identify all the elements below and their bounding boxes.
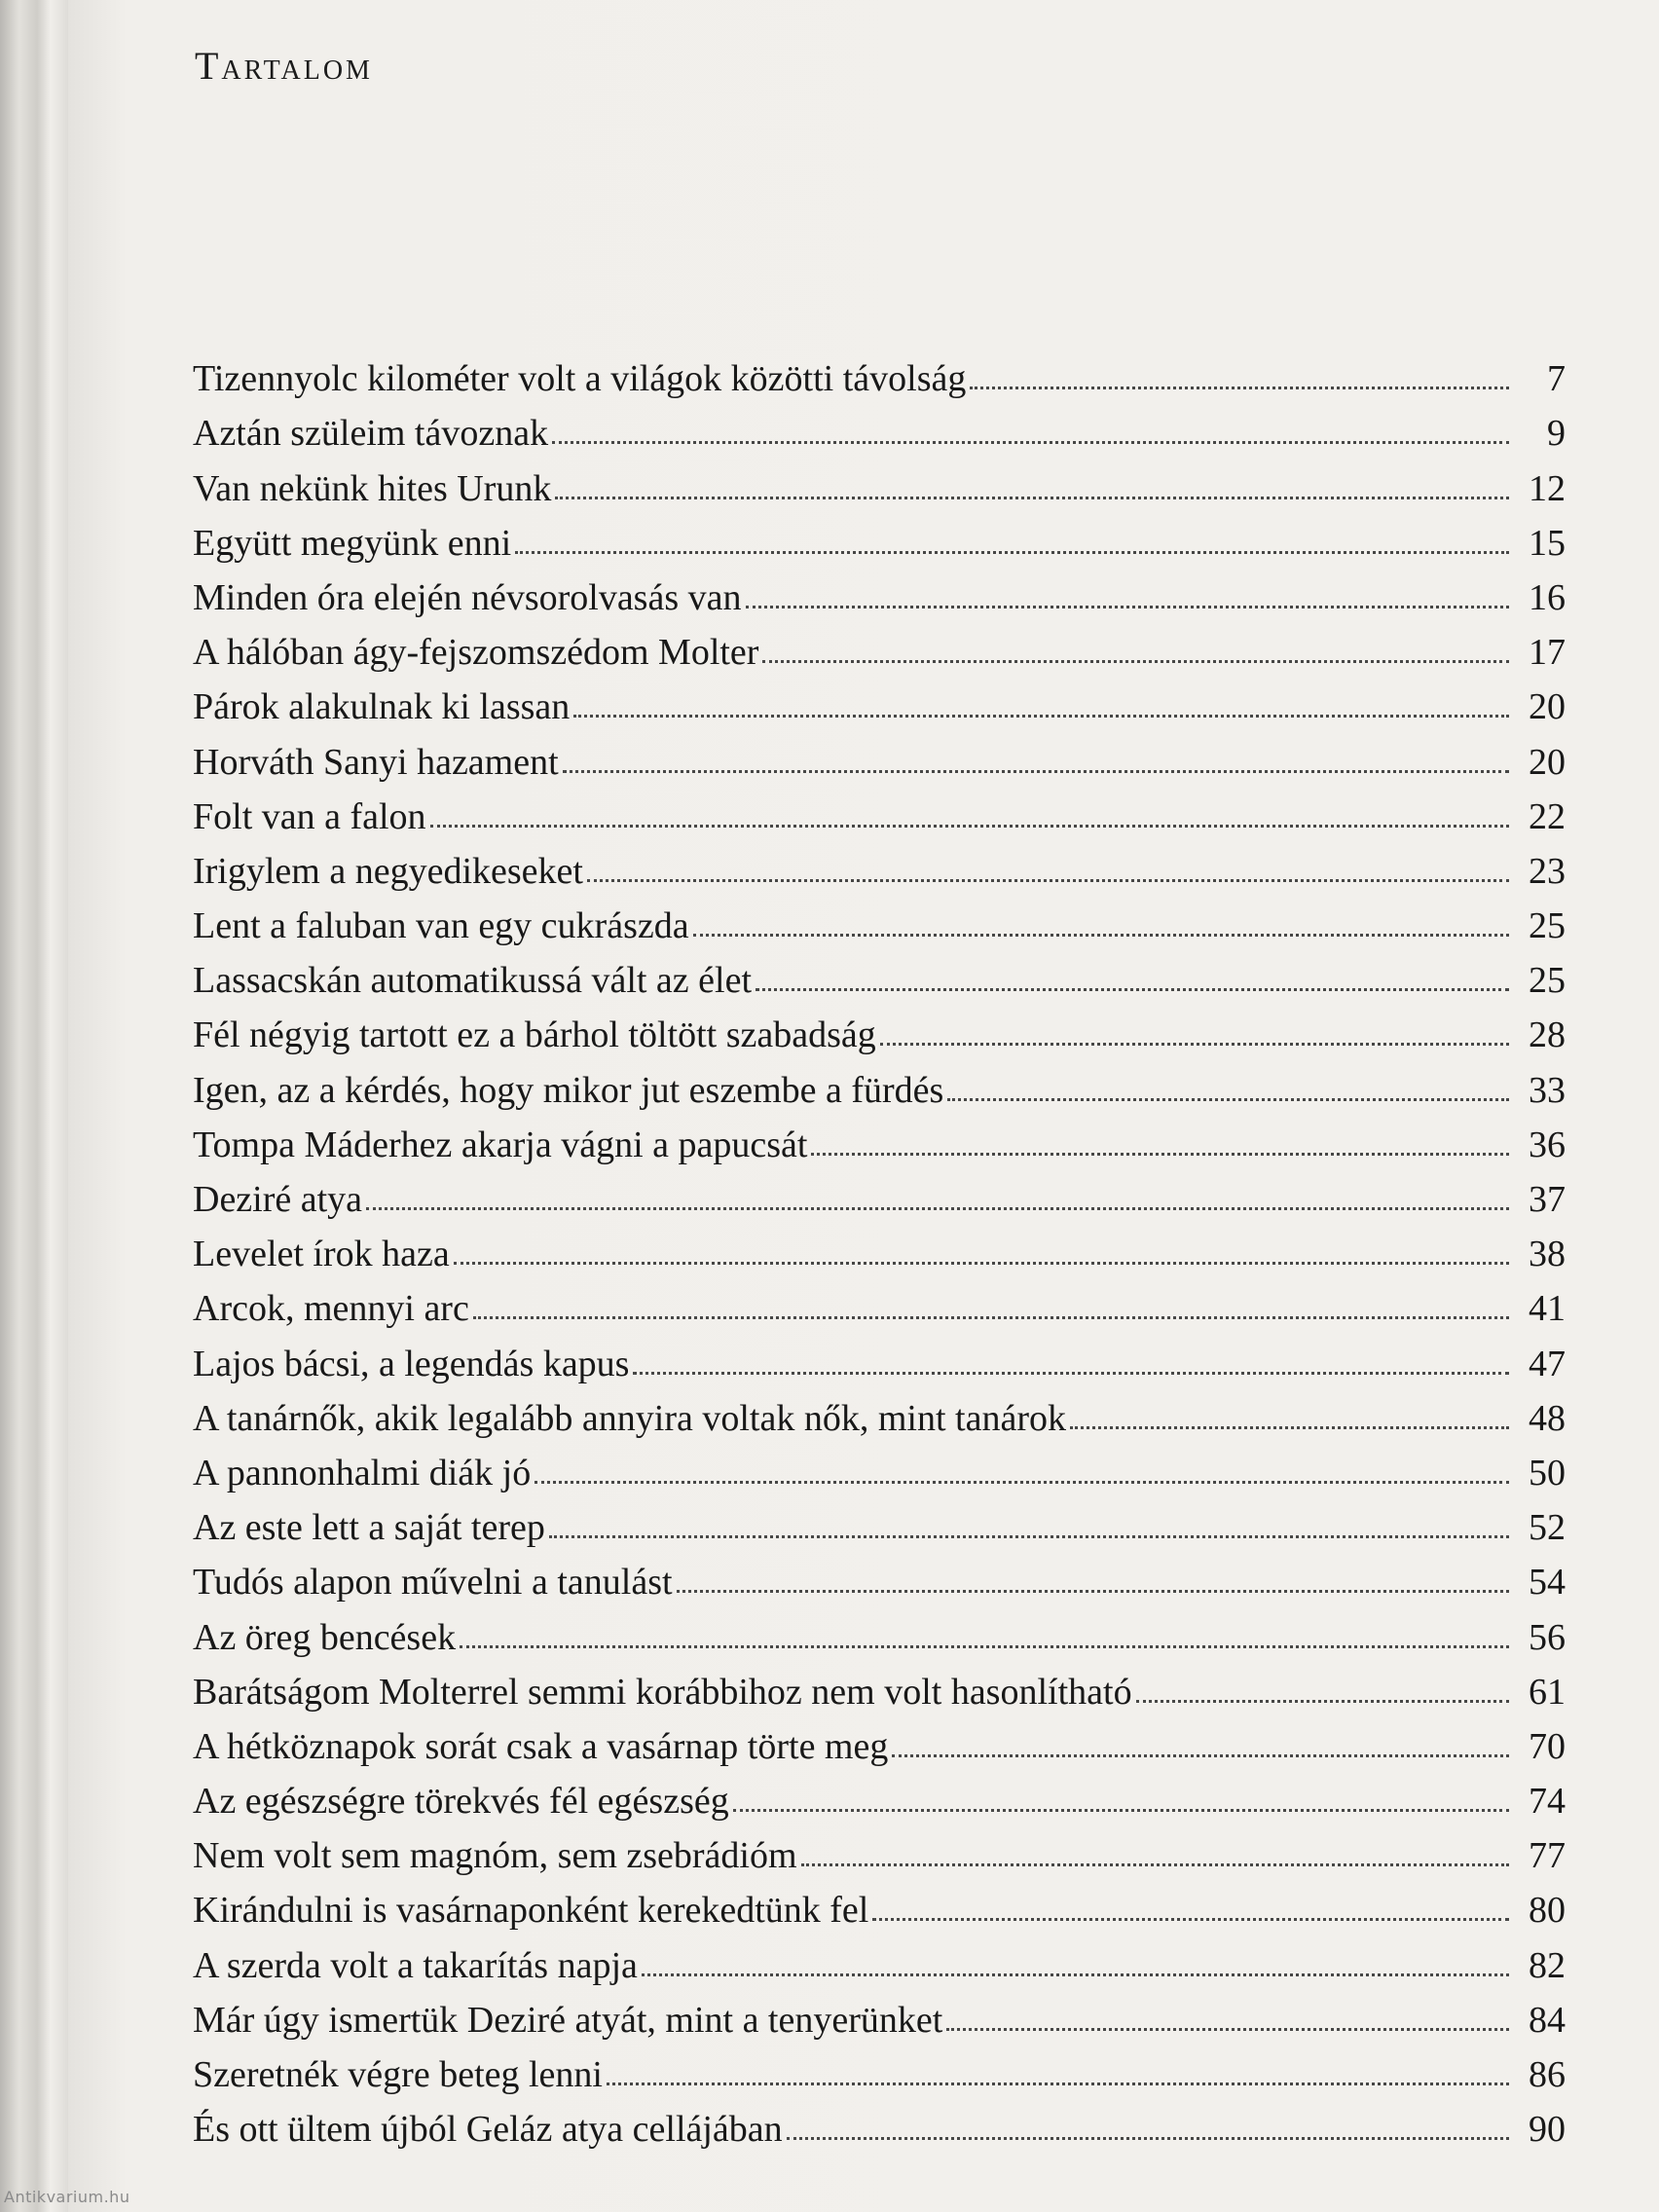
book-page	[68, 0, 1659, 2212]
toc-entry	[193, 1765, 1566, 1823]
toc-entry-page-number: 82	[1529, 1944, 1566, 1986]
dot-leader	[1136, 1698, 1509, 1703]
toc-entry-page-number: 80	[1529, 1890, 1566, 1932]
toc-entry	[193, 616, 1566, 674]
toc-entry-page-number: 16	[1529, 576, 1566, 618]
toc-entry	[193, 2039, 1566, 2093]
dot-leader	[947, 1096, 1509, 1101]
toc-entry-title: Barátságom Molterrel semmi korábbihoz nem volt hasonlítható	[193, 1671, 1132, 1713]
toc-entry-page-number: 47	[1529, 1343, 1566, 1384]
toc-entry-page-number: 61	[1529, 1671, 1566, 1713]
toc-entry	[193, 397, 1566, 455]
dot-leader	[872, 1916, 1509, 1921]
toc-entry-page-number: 74	[1529, 1781, 1566, 1823]
toc-entry	[193, 1382, 1566, 1437]
toc-entry-page-number: 48	[1529, 1397, 1566, 1439]
toc-entry-page-number: 52	[1529, 1507, 1566, 1549]
toc-entry-title: Lajos bácsi, a legendás kapus	[193, 1343, 630, 1384]
dot-leader	[607, 2081, 1509, 2085]
toc-entry-title: A szerda volt a takarítás napja	[193, 1944, 638, 1986]
dot-leader	[892, 1752, 1509, 1757]
toc-entry-title: Az öreg bencések	[193, 1616, 457, 1658]
dot-leader	[787, 2135, 1509, 2140]
toc-entry	[193, 1820, 1566, 1877]
toc-entry-page-number: 70	[1529, 1725, 1566, 1767]
dot-leader	[549, 1533, 1509, 1538]
toc-entry-page-number: 36	[1529, 1124, 1566, 1165]
toc-entry-title: A hétköznapok sorát csak a vasárnap törte meg	[193, 1725, 889, 1767]
dot-leader	[430, 823, 1509, 828]
toc-entry-title: Már úgy ismertük Deziré atyát, mint a tenyerünket	[193, 1999, 943, 2041]
toc-entry-page-number: 15	[1529, 522, 1566, 564]
toc-entry	[193, 2093, 1566, 2151]
dot-leader	[811, 1151, 1509, 1156]
toc-entry	[193, 562, 1566, 616]
toc-entry	[193, 1437, 1566, 1492]
toc-entry	[193, 1656, 1566, 1711]
toc-entry-title: Tizennyolc kilométer volt a világok közötti távolság	[193, 358, 967, 400]
toc-entry	[193, 1492, 1566, 1549]
book-page-edge	[0, 0, 68, 2212]
toc-entry	[193, 1711, 1566, 1765]
toc-entry	[193, 890, 1566, 947]
dot-leader	[762, 658, 1509, 663]
toc-entry-title: Lassacskán automatikussá vált az élet	[193, 960, 753, 1002]
dot-leader	[366, 1205, 1509, 1210]
toc-entry	[193, 671, 1566, 728]
dot-leader	[460, 1643, 1509, 1648]
toc-entry	[193, 1053, 1566, 1111]
dot-leader	[515, 549, 1509, 554]
toc-entry-title: Minden óra elején névsorolvasás van	[193, 576, 742, 618]
dot-leader	[642, 1972, 1509, 1976]
toc-entry-page-number: 25	[1529, 905, 1566, 947]
dot-leader	[555, 495, 1509, 499]
dot-leader	[573, 713, 1509, 718]
toc-entry-title: Lent a faluban van egy cukrászda	[193, 905, 689, 947]
toc-entry-title: Aztán szüleim távoznak	[193, 413, 549, 455]
toc-entry	[193, 1163, 1566, 1218]
table-of-contents	[193, 343, 1566, 2151]
dot-leader	[733, 1807, 1509, 1812]
toc-entry	[193, 781, 1566, 835]
page-title: Tartalom	[195, 44, 373, 88]
toc-entry-title: És ott ültem újból Geláz atya cellájában	[193, 2109, 783, 2151]
toc-entry-page-number: 56	[1529, 1616, 1566, 1658]
toc-entry-title: Az egészségre törekvés fél egészség	[193, 1781, 729, 1823]
toc-entry	[193, 999, 1566, 1056]
toc-entry-title: Van nekünk hites Urunk	[193, 467, 552, 509]
toc-entry-page-number: 25	[1529, 960, 1566, 1002]
dot-leader	[746, 604, 1510, 608]
toc-entry-title: Az este lett a saját terep	[193, 1507, 545, 1549]
toc-entry-title: Levelet írok haza	[193, 1234, 450, 1275]
toc-entry-title: Együtt megyünk enni	[193, 522, 512, 564]
toc-entry	[193, 944, 1566, 1002]
toc-entry-title: A pannonhalmi diák jó	[193, 1452, 532, 1493]
dot-leader	[1070, 1424, 1509, 1429]
dot-leader	[946, 2026, 1509, 2031]
toc-entry-page-number: 50	[1529, 1452, 1566, 1493]
toc-entry-title: Szeretnék végre beteg lenni	[193, 2054, 603, 2095]
toc-entry-page-number: 84	[1529, 1999, 1566, 2041]
toc-entry-page-number: 23	[1529, 850, 1566, 892]
toc-entry-title: Fél négyig tartott ez a bárhol töltött szabadság	[193, 1014, 876, 1056]
dot-leader	[633, 1370, 1509, 1375]
toc-entry	[193, 1546, 1566, 1604]
toc-entry	[193, 725, 1566, 783]
watermark: Antikvarium.hu	[4, 2188, 130, 2206]
dot-leader	[677, 1588, 1509, 1593]
dot-leader	[756, 986, 1509, 991]
toc-entry-page-number: 54	[1529, 1562, 1566, 1604]
toc-entry-page-number: 41	[1529, 1288, 1566, 1330]
toc-entry	[193, 507, 1566, 562]
dot-leader	[880, 1041, 1509, 1046]
toc-entry-page-number: 33	[1529, 1069, 1566, 1111]
toc-entry-title: Arcok, mennyi arc	[193, 1288, 469, 1330]
toc-entry-title: Folt van a falon	[193, 795, 426, 837]
toc-entry-page-number: 86	[1529, 2054, 1566, 2095]
dot-leader	[535, 1479, 1509, 1484]
toc-entry-page-number: 77	[1529, 1835, 1566, 1877]
dot-leader	[552, 439, 1509, 444]
toc-entry	[193, 1327, 1566, 1382]
toc-entry-title: Tudós alapon művelni a tanulást	[193, 1562, 673, 1604]
toc-entry-page-number: 7	[1547, 358, 1566, 400]
toc-entry-title: Tompa Máderhez akarja vágni a papucsát	[193, 1124, 808, 1165]
toc-entry	[193, 1601, 1566, 1658]
dot-leader	[563, 768, 1509, 773]
toc-entry	[193, 343, 1566, 400]
toc-entry	[193, 835, 1566, 890]
dot-leader	[970, 385, 1509, 389]
toc-entry-title: Deziré atya	[193, 1179, 363, 1220]
toc-entry	[193, 1109, 1566, 1163]
toc-entry-page-number: 20	[1529, 741, 1566, 783]
toc-entry-page-number: 37	[1529, 1179, 1566, 1220]
dot-leader	[473, 1314, 1509, 1319]
toc-entry	[193, 1218, 1566, 1275]
toc-entry-title: Párok alakulnak ki lassan	[193, 686, 571, 728]
toc-entry-page-number: 20	[1529, 686, 1566, 728]
toc-entry-title: Irigylem a negyedikeseket	[193, 850, 583, 892]
toc-entry-page-number: 28	[1529, 1014, 1566, 1056]
toc-entry-page-number: 90	[1529, 2109, 1566, 2151]
toc-entry-title: Kirándulni is vasárnaponként kerekedtünk fel	[193, 1890, 869, 1932]
toc-entry-title: A tanárnők, akik legalább annyira voltak nők, mint tanárok	[193, 1397, 1066, 1439]
toc-entry-title: Igen, az a kérdés, hogy mikor jut eszembe a fürdés	[193, 1069, 944, 1111]
toc-entry-title: Nem volt sem magnóm, sem zsebrádióm	[193, 1835, 797, 1877]
dot-leader	[801, 1862, 1509, 1866]
toc-entry	[193, 1984, 1566, 2039]
toc-entry	[193, 1272, 1566, 1330]
toc-entry-page-number: 38	[1529, 1234, 1566, 1275]
toc-entry-page-number: 22	[1529, 795, 1566, 837]
toc-entry	[193, 1874, 1566, 1932]
dot-leader	[587, 877, 1509, 882]
dot-leader	[454, 1260, 1509, 1265]
toc-entry	[193, 1929, 1566, 1986]
toc-entry-page-number: 9	[1547, 413, 1566, 455]
dot-leader	[693, 932, 1509, 937]
toc-entry-page-number: 17	[1529, 632, 1566, 674]
toc-entry-title: A hálóban ágy-fejszomszédom Molter	[193, 632, 759, 674]
toc-entry-page-number: 12	[1529, 467, 1566, 509]
toc-entry-title: Horváth Sanyi hazament	[193, 741, 559, 783]
toc-entry	[193, 452, 1566, 509]
